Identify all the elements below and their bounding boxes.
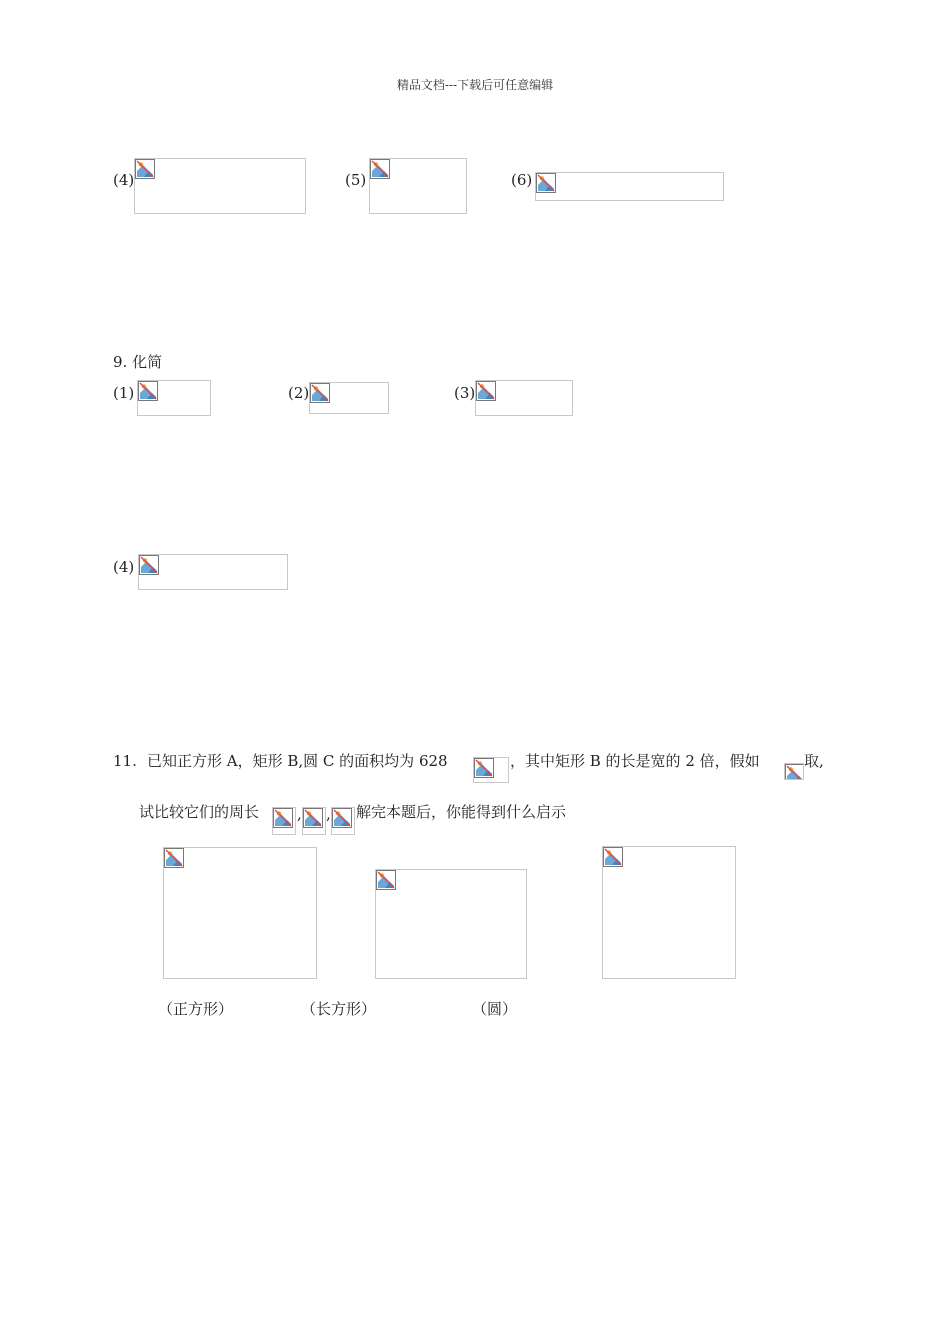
- question-11-text-a: 已知正方形 A，矩形 B,圆 C 的面积均为 628: [147, 752, 448, 770]
- question-9-title: 9. 化简: [113, 353, 163, 371]
- broken-image-icon: [785, 764, 804, 780]
- formula-image: [134, 158, 306, 214]
- broken-image-icon: [164, 848, 184, 868]
- formula-image: [309, 382, 389, 414]
- broken-image-icon: [603, 847, 623, 867]
- formula-image: [302, 807, 326, 835]
- figure-square: [163, 847, 317, 979]
- broken-image-icon: [474, 758, 494, 778]
- formula-image: [138, 554, 288, 590]
- broken-image-icon: [310, 383, 330, 403]
- item-label-3: (3): [454, 384, 476, 402]
- caption-rectangle: （长方形）: [301, 1000, 377, 1018]
- comma: ,: [297, 805, 302, 823]
- comma: ,: [326, 805, 331, 823]
- question-11-text-e: 解完本题后，你能得到什么启示: [356, 803, 567, 821]
- formula-image: [473, 757, 509, 783]
- question-11-text-c: 取,: [804, 752, 824, 770]
- broken-image-icon: [138, 381, 158, 401]
- formula-image: [535, 172, 724, 201]
- page-header: 精品文档---下载后可任意编辑: [396, 78, 554, 92]
- broken-image-icon: [376, 870, 396, 890]
- formula-image: [784, 763, 804, 780]
- formula-image: [331, 807, 355, 835]
- question-11-text-b: ，其中矩形 B 的长是宽的 2 倍，假如: [510, 752, 760, 770]
- broken-image-icon: [135, 159, 155, 179]
- item-label-1: (1): [113, 384, 135, 402]
- broken-image-icon: [273, 808, 293, 828]
- question-11-number: 11.: [113, 752, 137, 770]
- caption-square: （正方形）: [158, 1000, 234, 1018]
- caption-circle: （圆）: [472, 1000, 518, 1018]
- item-label-5: (5): [345, 171, 367, 189]
- item-label-4: (4): [113, 171, 135, 189]
- figure-rectangle: [375, 869, 527, 979]
- figure-circle: [602, 846, 736, 979]
- broken-image-icon: [303, 808, 323, 828]
- item-label-6: (6): [511, 171, 533, 189]
- formula-image: [369, 158, 467, 214]
- broken-image-icon: [536, 173, 556, 193]
- broken-image-icon: [476, 381, 496, 401]
- broken-image-icon: [370, 159, 390, 179]
- item-label-2: (2): [288, 384, 310, 402]
- formula-image: [137, 380, 211, 416]
- broken-image-icon: [332, 808, 352, 828]
- formula-image: [272, 807, 296, 835]
- formula-image: [475, 380, 573, 416]
- question-11-text-d: 试比较它们的周长: [139, 803, 260, 821]
- item-label-4b: (4): [113, 558, 135, 576]
- broken-image-icon: [139, 555, 159, 575]
